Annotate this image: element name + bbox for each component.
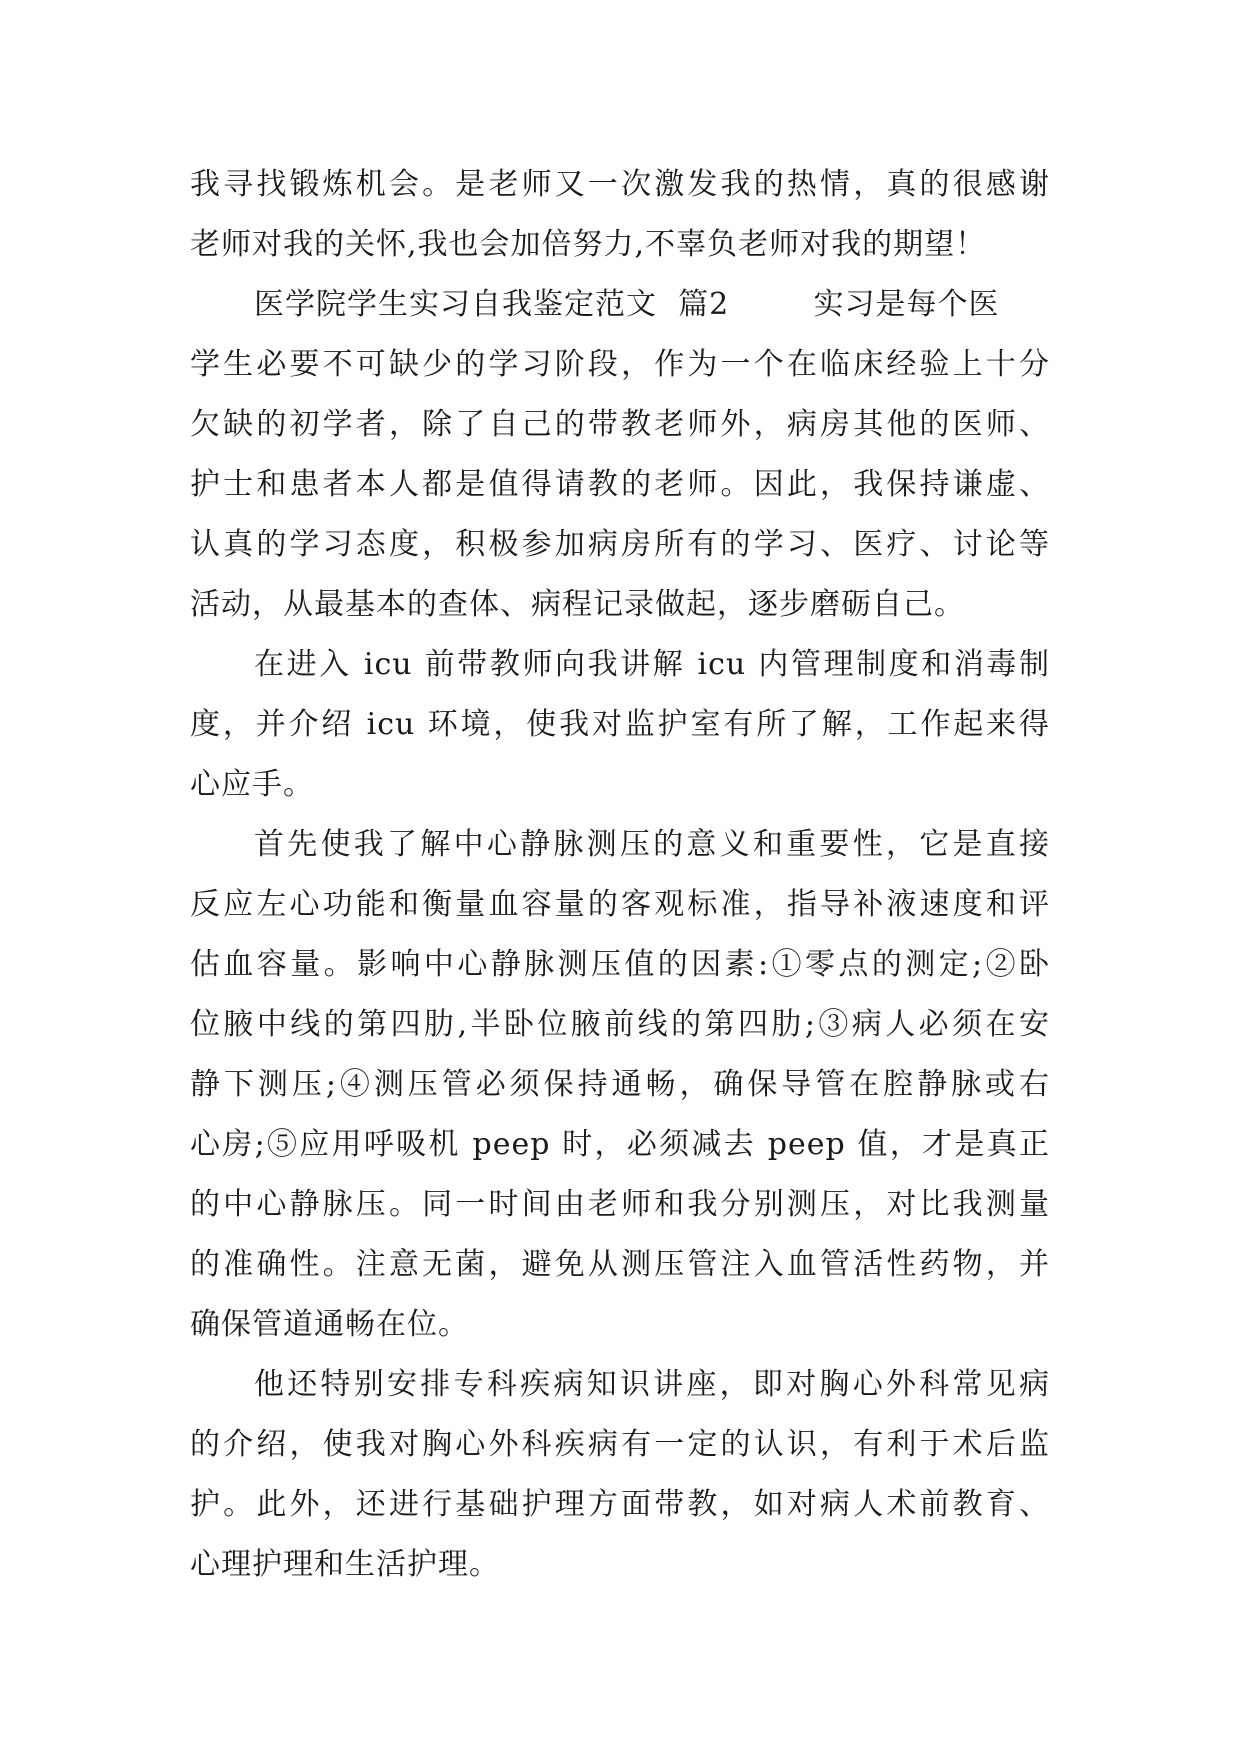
text-line: 心房;⑤应用呼吸机 peep 时，必须减去 peep 值，才是真正 <box>190 1127 1050 1162</box>
text-line: 度，并介绍 icu 环境，使我对监护室有所了解，工作起来得 <box>190 707 1050 742</box>
text-line: 在进入 icu 前带教师向我讲解 icu 内管理制度和消毒制 <box>254 647 1050 682</box>
text-line: 欠缺的初学者，除了自己的带教老师外，病房其他的医师、 <box>190 407 1050 442</box>
text-line: 护。此外，还进行基础护理方面带教，如对病人术前教育、 <box>190 1487 1050 1522</box>
paragraph-2 <box>190 275 1050 635</box>
paragraph-4 <box>190 815 1050 1355</box>
text-line: 估血容量。影响中心静脉测压值的因素:①零点的测定;②卧 <box>190 947 1050 982</box>
text-line: 首先使我了解中心静脉测压的意义和重要性，它是直接 <box>254 827 1050 862</box>
paragraph-3 <box>190 635 1050 815</box>
text-line: 的准确性。注意无菌，避免从测压管注入血管活性药物，并 <box>190 1247 1050 1282</box>
text-line: 位腋中线的第四肋,半卧位腋前线的第四肋;③病人必须在安 <box>190 1007 1050 1042</box>
text-line: 活动，从最基本的查体、病程记录做起，逐步磨砺自己。 <box>190 587 965 622</box>
text-line: 的中心静脉压。同一时间由老师和我分别测压，对比我测量 <box>190 1187 1050 1222</box>
text-line: 的介绍，使我对胸心外科疾病有一定的认识，有利于术后监 <box>190 1427 1050 1462</box>
text-line: 心应手。 <box>190 767 314 802</box>
text-line: 心理护理和生活护理。 <box>190 1547 500 1582</box>
text-line: 学生必要不可缺少的学习阶段，作为一个在临床经验上十分 <box>190 347 1050 382</box>
text-line: 我寻找锻炼机会。是老师又一次激发我的热情，真的很感谢 <box>190 167 1050 202</box>
paragraph-1 <box>190 155 1050 275</box>
paragraph-5 <box>190 1355 1050 1595</box>
text-line: 认真的学习态度，积极参加病房所有的学习、医疗、讨论等 <box>190 527 1050 562</box>
text-line: 静下测压;④测压管必须保持通畅，确保导管在腔静脉或右 <box>190 1067 1050 1102</box>
text-line: 确保管道通畅在位。 <box>190 1307 469 1342</box>
text-line: 他还特别安排专科疾病知识讲座，即对胸心外科常见病 <box>254 1367 1050 1402</box>
text-line: 反应左心功能和衡量血容量的客观标准，指导补液速度和评 <box>190 887 1050 922</box>
text-line: 医学院学生实习自我鉴定范文 篇2 实习是每个医 <box>254 287 1000 322</box>
text-line: 老师对我的关怀,我也会加倍努力,不辜负老师对我的期望！ <box>190 227 987 262</box>
text-line: 护士和患者本人都是值得请教的老师。因此，我保持谦虚、 <box>190 467 1050 502</box>
document-body <box>190 155 1050 1595</box>
